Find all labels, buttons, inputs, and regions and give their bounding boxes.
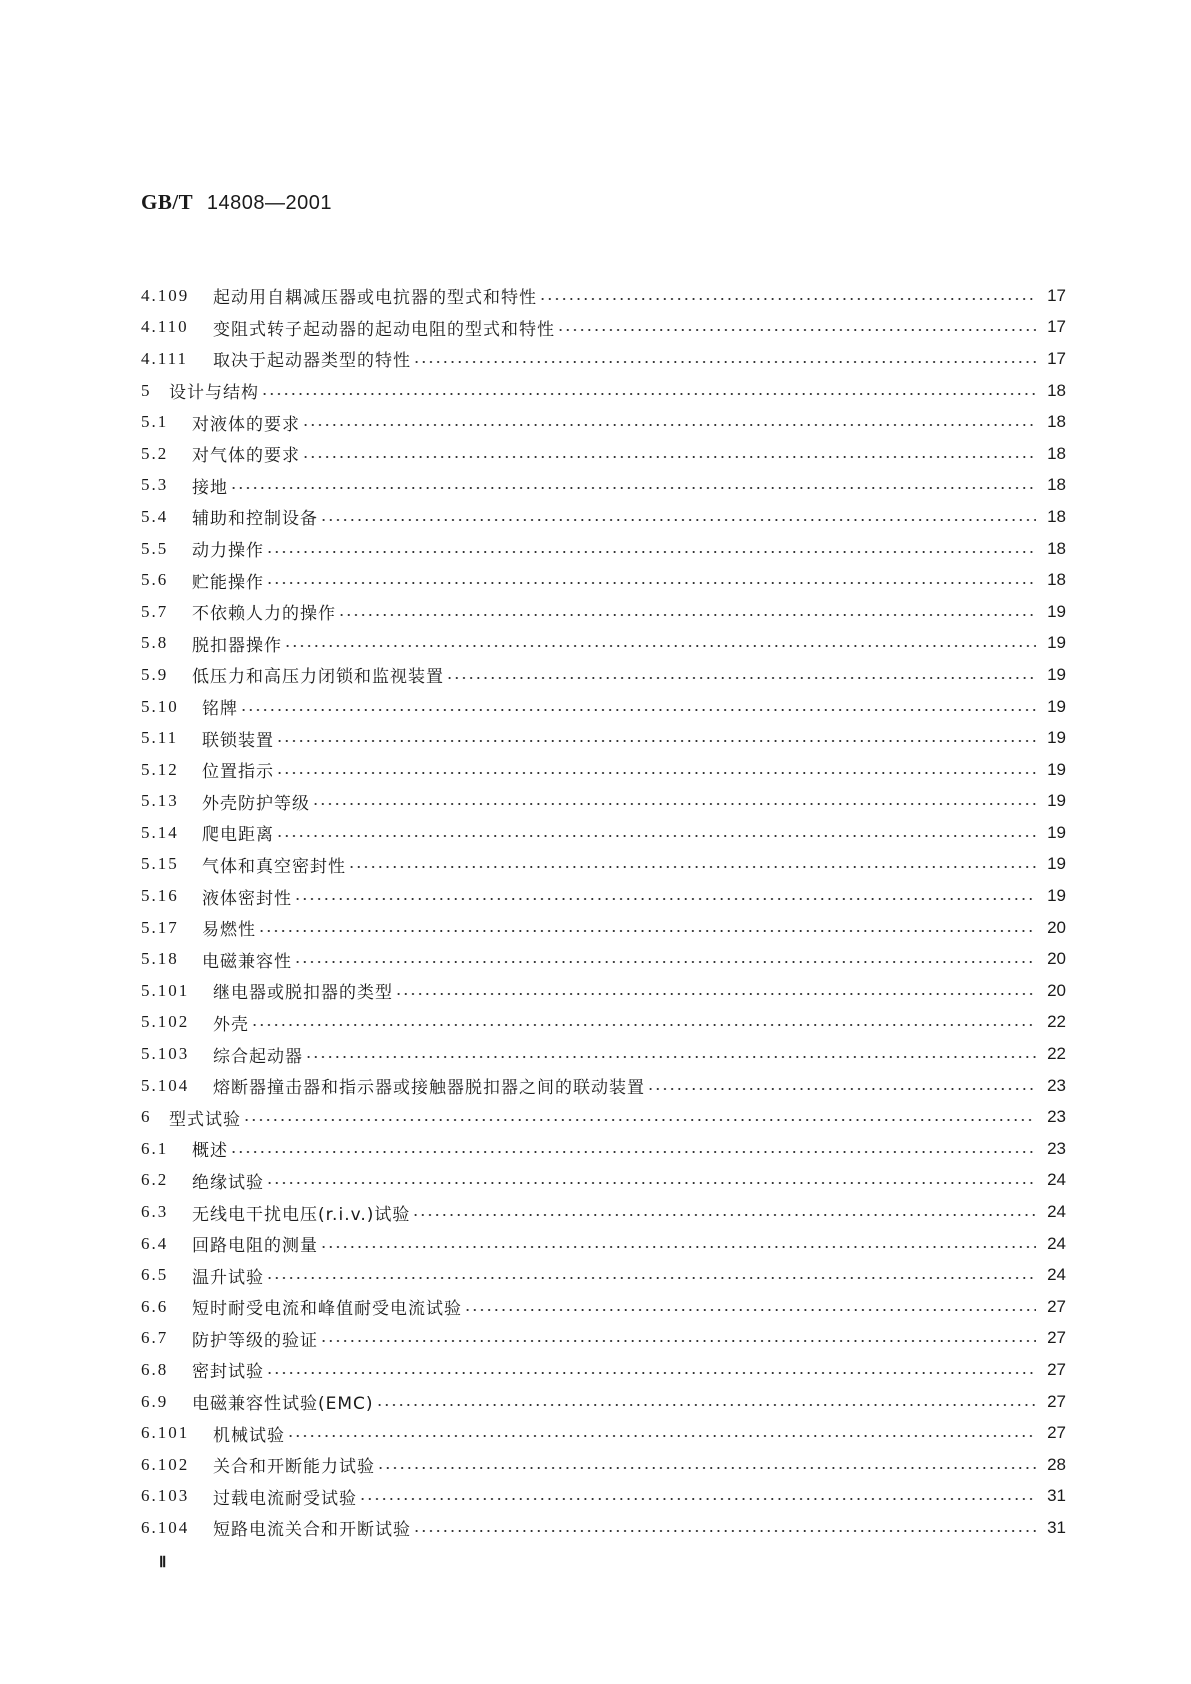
toc-entry-page: 24 [1047, 1202, 1066, 1222]
toc-entry[interactable] [141, 280, 1066, 312]
toc-entry-number: 5.102 [141, 1012, 190, 1032]
toc-entry[interactable] [141, 1417, 1066, 1449]
toc-entry-page: 19 [1047, 759, 1066, 779]
toc-entry[interactable] [141, 1449, 1066, 1481]
toc-entry-title: 对气体的要求 [192, 446, 300, 467]
toc-leader-dots [647, 1087, 1036, 1091]
toc-entry-number: 6.2 [141, 1170, 169, 1190]
toc-entry-number: 5.5 [141, 538, 169, 558]
toc-entry-title: 电磁兼容性 [202, 951, 292, 972]
toc-entry[interactable] [141, 659, 1066, 691]
toc-entry-number: 5.4 [141, 506, 169, 526]
toc-entry-number: 5.101 [141, 980, 190, 1000]
toc-entry-number: 6.102 [141, 1454, 190, 1474]
standard-prefix: GB/T [141, 190, 194, 214]
toc-entry-title: 铭牌 [202, 699, 238, 720]
toc-entry-number: 6.103 [141, 1486, 190, 1506]
toc-entry-title: 低压力和高压力闭锁和监视装置 [192, 667, 444, 688]
toc-entry[interactable] [141, 943, 1066, 975]
toc-entry[interactable] [141, 722, 1066, 754]
toc-entry[interactable] [141, 912, 1066, 944]
toc-entry-page: 18 [1047, 443, 1066, 463]
toc-entry-title: 密封试验 [192, 1362, 264, 1383]
toc-entry-title: 接地 [192, 477, 228, 498]
toc-entry-title: 型式试验 [169, 1109, 241, 1130]
toc-leader-dots [377, 1466, 1036, 1470]
toc-leader-dots [413, 1529, 1036, 1533]
toc-entry[interactable] [141, 754, 1066, 786]
toc-entry[interactable] [141, 1196, 1066, 1228]
toc-entry-title: 关合和开断能力试验 [213, 1457, 375, 1478]
toc-entry-number: 6.1 [141, 1138, 169, 1158]
toc-entry-number: 6 [141, 1107, 152, 1127]
toc-entry[interactable] [141, 880, 1066, 912]
toc-entry[interactable] [141, 817, 1066, 849]
table-of-contents [141, 280, 1066, 1544]
toc-entry-number: 4.111 [141, 348, 188, 368]
toc-entry[interactable] [141, 1133, 1066, 1165]
toc-leader-dots [557, 328, 1036, 332]
toc-entry-number: 5.11 [141, 728, 179, 748]
toc-entry-number: 5.10 [141, 696, 179, 716]
toc-entry-page: 19 [1047, 822, 1066, 842]
toc-entry-page: 24 [1047, 1233, 1066, 1253]
standard-number: 14808—2001 [206, 192, 333, 214]
toc-entry-number: 5.14 [141, 822, 179, 842]
toc-entry-title: 脱扣器操作 [192, 635, 282, 656]
toc-entry-number: 6.9 [141, 1391, 169, 1411]
toc-entry-title: 短时耐受电流和峰值耐受电流试验 [192, 1299, 462, 1320]
standard-code [141, 190, 332, 215]
toc-entry-number: 5.8 [141, 633, 169, 653]
toc-entry-number: 5.3 [141, 475, 169, 495]
toc-entry[interactable] [141, 438, 1066, 470]
toc-leader-dots [266, 1276, 1036, 1280]
toc-entry-title: 联锁装置 [202, 730, 274, 751]
toc-leader-dots [412, 1213, 1036, 1217]
toc-entry-page: 27 [1047, 1391, 1066, 1411]
toc-entry-page: 19 [1047, 728, 1066, 748]
toc-entry-page: 27 [1047, 1423, 1066, 1443]
toc-entry-title: 过载电流耐受试验 [213, 1488, 357, 1509]
toc-entry[interactable] [141, 343, 1066, 375]
toc-entry-title: 外壳 [213, 1014, 249, 1035]
toc-entry-number: 6.104 [141, 1517, 190, 1537]
page-number: Ⅱ [159, 1555, 166, 1571]
toc-leader-dots [302, 455, 1036, 459]
toc-entry-page: 18 [1047, 412, 1066, 432]
toc-leader-dots [251, 1023, 1036, 1027]
toc-entry-title: 温升试验 [192, 1267, 264, 1288]
toc-entry-page: 18 [1047, 538, 1066, 558]
toc-entry-number: 5.9 [141, 664, 169, 684]
toc-leader-dots [243, 1118, 1036, 1122]
toc-entry-title: 贮能操作 [192, 572, 264, 593]
toc-entry-page: 19 [1047, 664, 1066, 684]
toc-entry-page: 18 [1047, 570, 1066, 590]
toc-entry[interactable] [141, 533, 1066, 565]
toc-entry-number: 5.16 [141, 886, 179, 906]
toc-leader-dots [359, 1497, 1036, 1501]
toc-entry-page: 18 [1047, 475, 1066, 495]
toc-leader-dots [446, 676, 1036, 680]
toc-entry-title: 设计与结构 [169, 383, 259, 404]
toc-leader-dots [464, 1308, 1036, 1312]
toc-entry-title: 防护等级的验证 [192, 1330, 318, 1351]
toc-entry-number: 5.17 [141, 917, 179, 937]
toc-entry-page: 18 [1047, 380, 1066, 400]
toc-entry-number: 4.109 [141, 285, 190, 305]
toc-entry-number: 6.3 [141, 1202, 169, 1222]
toc-entry-number: 6.101 [141, 1423, 190, 1443]
toc-entry-page: 19 [1047, 886, 1066, 906]
toc-entry[interactable] [141, 375, 1066, 407]
toc-entry-page: 19 [1047, 601, 1066, 621]
toc-entry-number: 6.7 [141, 1328, 169, 1348]
toc-entry[interactable] [141, 786, 1066, 818]
toc-leader-dots [302, 423, 1036, 427]
toc-entry-number: 5.2 [141, 443, 169, 463]
toc-entry[interactable] [141, 312, 1066, 344]
toc-entry-number: 5.12 [141, 759, 179, 779]
toc-entry-page: 23 [1047, 1075, 1066, 1095]
toc-entry-title: 机械试验 [213, 1425, 285, 1446]
toc-leader-dots [320, 518, 1036, 522]
toc-entry-page: 18 [1047, 506, 1066, 526]
toc-entry-number: 5.6 [141, 570, 169, 590]
toc-entry-number: 5.18 [141, 949, 179, 969]
toc-leader-dots [276, 834, 1036, 838]
toc-entry-title: 电磁兼容性试验(EMC) [192, 1394, 374, 1415]
toc-entry-title: 爬电距离 [202, 825, 274, 846]
toc-entry[interactable] [141, 1070, 1066, 1102]
toc-entry-title: 熔断器撞击器和指示器或接触器脱扣器之间的联动装置 [213, 1078, 645, 1099]
toc-entry-page: 20 [1047, 949, 1066, 969]
toc-leader-dots [276, 739, 1036, 743]
toc-entry-title: 动力操作 [192, 541, 264, 562]
toc-entry[interactable] [141, 1038, 1066, 1070]
toc-entry-title: 辅助和控制设备 [192, 509, 318, 530]
toc-entry-page: 19 [1047, 696, 1066, 716]
toc-leader-dots [348, 865, 1036, 869]
toc-entry-number: 4.110 [141, 317, 189, 337]
toc-entry-title: 综合起动器 [213, 1046, 303, 1067]
toc-entry-page: 19 [1047, 791, 1066, 811]
toc-entry-title: 不依赖人力的操作 [192, 604, 336, 625]
toc-entry-title: 起动用自耦减压器或电抗器的型式和特性 [213, 288, 537, 309]
toc-entry-number: 5.7 [141, 601, 169, 621]
toc-entry-title: 无线电干扰电压(r.i.v.)试验 [192, 1204, 411, 1225]
toc-leader-dots [240, 708, 1036, 712]
toc-entry-title: 易燃性 [202, 920, 256, 941]
toc-entry-title: 液体密封性 [202, 888, 292, 909]
toc-entry-page: 17 [1047, 348, 1066, 368]
toc-entry[interactable] [141, 564, 1066, 596]
toc-entry[interactable] [141, 975, 1066, 1007]
toc-entry[interactable] [141, 1323, 1066, 1355]
toc-entry-page: 24 [1047, 1170, 1066, 1190]
toc-entry-page: 19 [1047, 854, 1066, 874]
toc-entry-title: 短路电流关合和开断试验 [213, 1520, 411, 1541]
toc-leader-dots [276, 771, 1036, 775]
toc-entry-page: 22 [1047, 1012, 1066, 1032]
toc-entry-page: 27 [1047, 1328, 1066, 1348]
toc-leader-dots [266, 550, 1036, 554]
toc-entry[interactable] [141, 470, 1066, 502]
toc-entry[interactable] [141, 406, 1066, 438]
toc-entry-page: 28 [1047, 1454, 1066, 1474]
toc-leader-dots [266, 1181, 1036, 1185]
toc-entry[interactable] [141, 1228, 1066, 1260]
toc-entry-title: 外壳防护等级 [202, 793, 310, 814]
toc-leader-dots [413, 360, 1036, 364]
toc-entry-number: 5.104 [141, 1075, 190, 1095]
toc-leader-dots [294, 960, 1036, 964]
toc-entry-number: 5.15 [141, 854, 179, 874]
toc-entry-number: 5 [141, 380, 152, 400]
toc-entry[interactable] [141, 1007, 1066, 1039]
toc-entry-page: 31 [1047, 1517, 1066, 1537]
toc-leader-dots [320, 1339, 1036, 1343]
toc-entry[interactable] [141, 1259, 1066, 1291]
toc-entry-page: 20 [1047, 917, 1066, 937]
toc-leader-dots [230, 1150, 1036, 1154]
toc-entry[interactable] [141, 1354, 1066, 1386]
toc-entry-page: 19 [1047, 633, 1066, 653]
toc-leader-dots [376, 1403, 1036, 1407]
toc-entry-title: 位置指示 [202, 762, 274, 783]
toc-entry-number: 6.4 [141, 1233, 169, 1253]
toc-entry[interactable] [141, 1165, 1066, 1197]
toc-leader-dots [230, 486, 1036, 490]
toc-entry[interactable] [141, 691, 1066, 723]
toc-entry-title: 对液体的要求 [192, 414, 300, 435]
toc-leader-dots [320, 1245, 1036, 1249]
toc-entry-title: 回路电阻的测量 [192, 1236, 318, 1257]
toc-entry-title: 变阻式转子起动器的起动电阻的型式和特性 [213, 319, 555, 340]
toc-entry-page: 17 [1047, 317, 1066, 337]
toc-entry[interactable] [141, 1386, 1066, 1418]
toc-leader-dots [338, 613, 1036, 617]
toc-leader-dots [312, 802, 1036, 806]
toc-entry-title: 取决于起动器类型的特性 [213, 351, 411, 372]
toc-entry[interactable] [141, 1291, 1066, 1323]
toc-entry-number: 5.1 [141, 412, 169, 432]
toc-leader-dots [266, 581, 1036, 585]
toc-entry[interactable] [141, 596, 1066, 628]
toc-entry-page: 27 [1047, 1359, 1066, 1379]
toc-leader-dots [539, 297, 1036, 301]
toc-leader-dots [305, 1055, 1036, 1059]
toc-entry-page: 17 [1047, 285, 1066, 305]
toc-leader-dots [261, 392, 1036, 396]
toc-entry-page: 27 [1047, 1296, 1066, 1316]
toc-entry-number: 5.13 [141, 791, 179, 811]
toc-entry[interactable] [141, 1101, 1066, 1133]
toc-leader-dots [258, 929, 1036, 933]
toc-entry-number: 6.5 [141, 1265, 169, 1285]
toc-leader-dots [284, 644, 1036, 648]
toc-entry[interactable] [141, 849, 1066, 881]
toc-entry-number: 5.103 [141, 1044, 190, 1064]
toc-entry-page: 23 [1047, 1107, 1066, 1127]
toc-entry[interactable] [141, 501, 1066, 533]
toc-leader-dots [287, 1434, 1036, 1438]
toc-leader-dots [266, 1371, 1036, 1375]
toc-entry-title: 气体和真空密封性 [202, 856, 346, 877]
toc-entry-page: 23 [1047, 1138, 1066, 1158]
toc-entry-page: 31 [1047, 1486, 1066, 1506]
toc-entry-page: 20 [1047, 980, 1066, 1000]
toc-leader-dots [395, 992, 1036, 996]
toc-entry-title: 绝缘试验 [192, 1172, 264, 1193]
toc-entry-title: 概述 [192, 1141, 228, 1162]
toc-entry[interactable] [141, 1481, 1066, 1513]
toc-entry[interactable] [141, 1512, 1066, 1544]
toc-entry-number: 6.8 [141, 1359, 169, 1379]
toc-entry[interactable] [141, 628, 1066, 660]
toc-entry-number: 6.6 [141, 1296, 169, 1316]
toc-entry-page: 24 [1047, 1265, 1066, 1285]
toc-leader-dots [294, 897, 1036, 901]
toc-entry-page: 22 [1047, 1044, 1066, 1064]
toc-entry-title: 继电器或脱扣器的类型 [213, 983, 393, 1004]
